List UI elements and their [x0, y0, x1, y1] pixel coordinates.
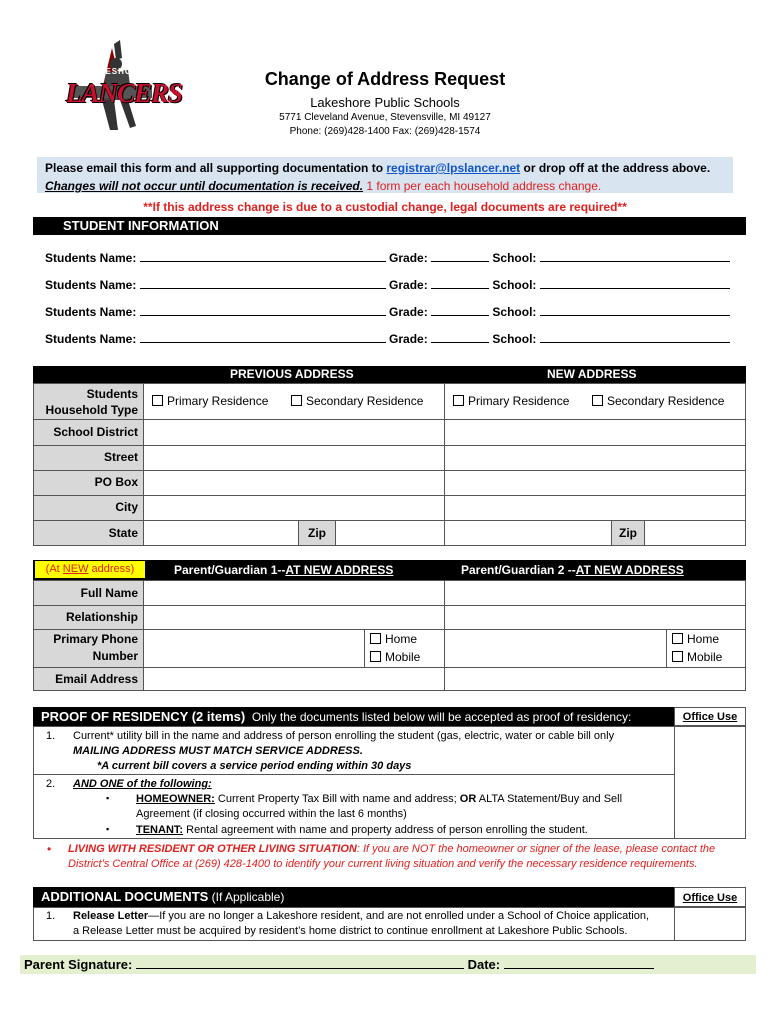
g1-relationship-input[interactable] — [144, 606, 444, 629]
parent-signature-label: Parent Signature: — [24, 957, 133, 972]
bullet-icon: ▪ — [106, 793, 110, 803]
address-table — [33, 383, 746, 546]
state-label: State — [108, 526, 138, 540]
new-po-box-input[interactable] — [445, 471, 745, 495]
g2-phone-input[interactable] — [445, 630, 666, 667]
student-name-field[interactable] — [140, 261, 386, 262]
org-address: 5771 Cleveland Avenue, Stevensville, MI 49127 — [279, 112, 491, 123]
g1-full-name-input[interactable] — [144, 581, 444, 605]
signature-row — [24, 957, 654, 972]
new-secondary-residence[interactable]: Secondary Residence — [592, 394, 724, 408]
release-letter-line-2: a Release Letter must be acquired by resident’s home district to continue enrollment at Lakeshore Public Schools. — [73, 925, 628, 937]
checkbox-icon[interactable] — [672, 633, 683, 644]
new-address-heading: NEW ADDRESS — [547, 367, 637, 381]
new-zip-label: Zip — [611, 521, 645, 545]
page-title: Change of Address Request — [264, 69, 506, 89]
logo-top-text: LAKESHORE — [86, 67, 146, 76]
additional-office-use: Office Use — [674, 887, 746, 907]
prev-school-district-input[interactable] — [144, 420, 444, 445]
guardian1-heading: Parent/Guardian 1--AT NEW ADDRESS — [174, 563, 394, 577]
residency-item-1-num: 1. — [46, 730, 56, 742]
checkbox-icon[interactable] — [291, 395, 302, 406]
city-label: City — [115, 500, 138, 514]
checkbox-icon[interactable] — [592, 395, 603, 406]
residency-item-2: AND ONE of the following: — [73, 778, 212, 790]
household-type-label: Students Household Type — [45, 387, 138, 417]
bullet-icon: ▪ — [106, 824, 110, 834]
custodial-note: **If this address change is due to a custodial change, legal documents are required** — [143, 200, 627, 214]
checkbox-icon[interactable] — [370, 651, 381, 662]
org-phone: Phone: (269)428-1400 Fax: (269)428-1574 — [289, 126, 481, 137]
logo-main-text: LANCERS — [66, 78, 183, 108]
date-field[interactable] — [504, 968, 654, 969]
g1-mobile-checkbox[interactable]: Mobile — [370, 650, 420, 664]
student-row: Students Name: Grade: School: — [45, 278, 730, 292]
student-name-field[interactable] — [140, 342, 386, 343]
grade-field[interactable] — [431, 288, 489, 289]
full-name-label: Full Name — [80, 586, 138, 600]
g2-email-input[interactable] — [445, 668, 745, 690]
g2-full-name-input[interactable] — [445, 581, 745, 605]
g1-email-input[interactable] — [144, 668, 444, 690]
school-district-label: School District — [53, 425, 138, 439]
street-label: Street — [103, 450, 138, 464]
g2-mobile-checkbox[interactable]: Mobile — [672, 650, 722, 664]
student-row: Students Name: Grade: School: — [45, 251, 730, 265]
school-field[interactable] — [540, 288, 730, 289]
grade-field[interactable] — [431, 261, 489, 262]
date-label: Date: — [467, 957, 501, 972]
guardian-table — [33, 580, 746, 691]
school-field[interactable] — [540, 315, 730, 316]
checkbox-icon[interactable] — [672, 651, 683, 662]
new-primary-residence[interactable]: Primary Residence — [453, 394, 569, 408]
prev-zip-label: Zip — [298, 521, 336, 545]
release-letter-line: Release Letter—If you are no longer a Lakeshore resident, and are not enrolled under a School of Choice application, — [73, 910, 650, 922]
notice-line1: Please email this form and all supporting documentation to registrar@lpslancer.net or drop off at the address above. — [45, 161, 711, 175]
release-letter-num: 1. — [46, 910, 56, 922]
bullet-dot-icon: • — [47, 842, 52, 856]
residency-office-use: Office Use — [674, 707, 746, 726]
student-name-field[interactable] — [140, 315, 386, 316]
email-address-label: Email Address — [55, 672, 138, 686]
prev-po-box-input[interactable] — [144, 471, 444, 495]
new-city-input[interactable] — [445, 496, 745, 520]
previous-address-heading: PREVIOUS ADDRESS — [230, 367, 354, 381]
g1-home-checkbox[interactable]: Home — [370, 632, 417, 646]
g1-phone-input[interactable] — [144, 630, 364, 667]
g2-relationship-input[interactable] — [445, 606, 745, 629]
student-name-field[interactable] — [140, 288, 386, 289]
school-field[interactable] — [540, 342, 730, 343]
additional-office-use-field[interactable] — [675, 908, 745, 940]
prev-secondary-residence[interactable]: Secondary Residence — [291, 394, 423, 408]
guardian-table-header — [33, 560, 746, 580]
po-box-label: PO Box — [94, 475, 138, 489]
parent-signature-field[interactable] — [136, 968, 464, 969]
residency-item-1-note: *A current bill covers a service period ending within 30 days — [97, 760, 412, 772]
residency-item-2-num: 2. — [46, 778, 56, 790]
prev-street-input[interactable] — [144, 446, 444, 470]
homeowner-line: HOMEOWNER: Current Property Tax Bill with name and address; OR ALTA Statement/Buy and Sell — [136, 793, 623, 805]
grade-field[interactable] — [431, 342, 489, 343]
additional-docs-heading: ADDITIONAL DOCUMENTS (If Applicable) — [33, 887, 674, 907]
relationship-label: Relationship — [65, 610, 138, 624]
prev-city-input[interactable] — [144, 496, 444, 520]
school-field[interactable] — [540, 261, 730, 262]
notice-line2: Changes will not occur until documentation is received. 1 form per each household address change. — [45, 179, 602, 193]
living-situation-note-2: District’s Central Office at (269) 428-1400 to identify your current living situation and verify the necessary residence requirements. — [68, 858, 698, 870]
at-new-address-tag: (At NEW address) — [35, 561, 145, 578]
new-street-input[interactable] — [445, 446, 745, 470]
grade-field[interactable] — [431, 315, 489, 316]
guardian2-heading: Parent/Guardian 2 --AT NEW ADDRESS — [461, 563, 684, 577]
residency-office-use-field[interactable] — [675, 727, 745, 838]
student-row: Students Name: Grade: School: — [45, 305, 730, 319]
g2-home-checkbox[interactable]: Home — [672, 632, 719, 646]
residency-heading: PROOF OF RESIDENCY (2 items) Only the documents listed below will be accepted as proof of residency: — [33, 707, 674, 726]
checkbox-icon[interactable] — [152, 395, 163, 406]
tenant-line: TENANT: Rental agreement with name and property address of person enrolling the student. — [136, 824, 588, 836]
registrar-email-link[interactable]: registrar@lpslancer.net — [386, 161, 521, 175]
checkbox-icon[interactable] — [370, 633, 381, 644]
homeowner-line-2: Agreement (if closing occurred within the last 6 months) — [136, 808, 407, 820]
checkbox-icon[interactable] — [453, 395, 464, 406]
residency-item-1: Current* utility bill in the name and address of person enrolling the student (gas, electric, water or cable bill only — [73, 730, 615, 742]
new-school-district-input[interactable] — [445, 420, 745, 445]
residency-item-1-bold: MAILING ADDRESS MUST MATCH SERVICE ADDRESS. — [73, 745, 363, 757]
student-info-heading: STUDENT INFORMATION — [33, 217, 746, 235]
living-situation-note: LIVING WITH RESIDENT OR OTHER LIVING SITUATION: If you are NOT the homeowner or signer of the lease, please contact the — [68, 843, 716, 855]
prev-primary-residence[interactable]: Primary Residence — [152, 394, 268, 408]
address-table-header — [33, 366, 746, 383]
org-name: Lakeshore Public Schools — [310, 95, 460, 110]
student-row: Students Name: Grade: School: — [45, 332, 730, 346]
primary-phone-label: Primary Phone Number — [53, 632, 138, 663]
